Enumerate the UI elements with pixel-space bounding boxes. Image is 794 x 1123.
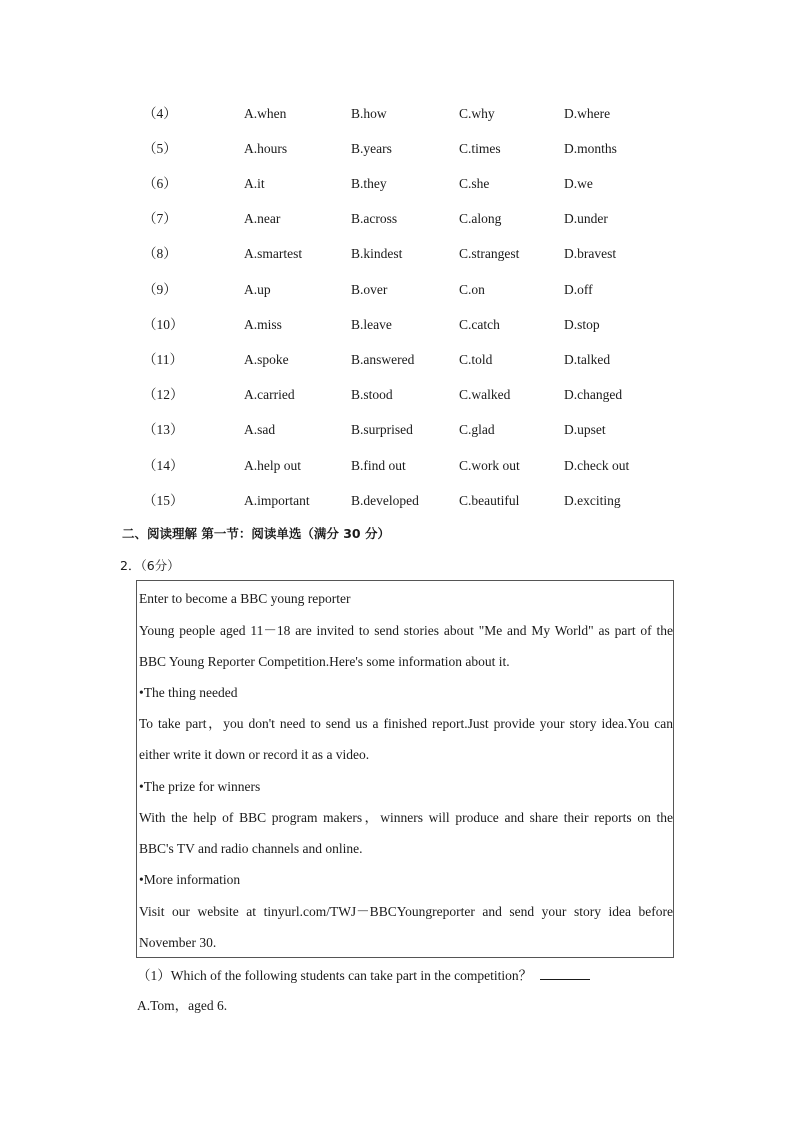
passage-line: either write it down or record it as a video. [139, 747, 370, 762]
option-row-14 [0, 456, 794, 476]
item-number: （5） [143, 141, 177, 156]
passage-line: To take part，you don't need to send us a finished report.Just provide your story idea.You can [139, 716, 673, 731]
option-row-5 [0, 139, 794, 159]
answer-blank [540, 965, 590, 980]
choice-b: B.over [351, 282, 388, 297]
choice-a: A.hours [244, 141, 288, 156]
choice-b: B.developed [351, 493, 419, 508]
choice-d: D.off [564, 282, 593, 297]
passage-subheading: •More information [139, 872, 241, 887]
option-row-12 [0, 385, 794, 405]
choice-a: A.spoke [244, 352, 289, 367]
choice-c: C.along [459, 211, 502, 226]
item-number: （4） [143, 106, 177, 121]
passage-line: BBC Young Reporter Competition.Here's some information about it. [139, 654, 510, 669]
choice-b: B.stood [351, 387, 393, 402]
option-row-4 [0, 104, 794, 124]
choice-a: A.when [244, 106, 287, 121]
passage-line: With the help of BBC program makers，winners will produce and share their reports on the [139, 810, 673, 825]
choice-d: D.changed [564, 387, 623, 402]
passage-subheading: •The thing needed [139, 685, 238, 700]
option-row-8 [0, 244, 794, 264]
choice-b: B.kindest [351, 246, 403, 261]
choice-c: C.beautiful [459, 493, 520, 508]
item-number: （12） [143, 387, 184, 402]
choice-d: D.we [564, 176, 593, 191]
passage-line: Visit our website at tinyurl.com/TWJ－BBCYoungreporter and send your story idea before [139, 904, 673, 919]
item-number: （6） [143, 176, 177, 191]
option-row-9 [0, 280, 794, 300]
choice-d: D.bravest [564, 246, 617, 261]
choice-a: A.smartest [244, 246, 303, 261]
choice-d: D.under [564, 211, 608, 226]
passage-title: Enter to become a BBC young reporter [139, 591, 351, 606]
question-1 [137, 965, 590, 985]
choice-c: C.walked [459, 387, 511, 402]
item-number: （11） [143, 352, 183, 367]
choice-d: D.upset [564, 422, 606, 437]
item-number: （8） [143, 246, 177, 261]
item-number: （9） [143, 282, 177, 297]
item-number: （13） [143, 422, 184, 437]
passage-line: BBC's TV and radio channels and online. [139, 841, 363, 856]
item-number: （7） [143, 211, 177, 226]
option-row-15 [0, 491, 794, 511]
choice-b: B.find out [351, 458, 406, 473]
option-row-10 [0, 315, 794, 335]
choice-c: C.she [459, 176, 490, 191]
question-option-a: A.Tom，aged 6. [137, 998, 228, 1013]
choice-b: B.answered [351, 352, 415, 367]
choice-d: D.months [564, 141, 617, 156]
choice-b: B.leave [351, 317, 392, 332]
passage-line: Young people aged 11－18 are invited to send stories about "Me and My World" as part of the [139, 623, 673, 638]
choice-b: B.years [351, 141, 392, 156]
choice-c: C.times [459, 141, 501, 156]
choice-b: B.across [351, 211, 398, 226]
question-text: （1）Which of the following students can take part in the competition？ [137, 968, 533, 983]
option-row-11 [0, 350, 794, 370]
reading-passage-box [136, 580, 674, 958]
item-number: （14） [143, 458, 184, 473]
question-header: 2．（6分） [120, 558, 180, 573]
choice-c: C.glad [459, 422, 495, 437]
choice-a: A.important [244, 493, 310, 508]
choice-d: D.stop [564, 317, 600, 332]
item-number: （15） [143, 493, 184, 508]
choice-d: D.where [564, 106, 611, 121]
choice-c: C.on [459, 282, 485, 297]
passage-subheading: •The prize for winners [139, 779, 261, 794]
item-number: （10） [143, 317, 184, 332]
passage-line: November 30. [139, 935, 217, 950]
section-heading: 二、阅读理解 第一节：阅读单选（满分 30 分） [122, 526, 390, 541]
choice-a: A.near [244, 211, 281, 226]
choice-a: A.up [244, 282, 271, 297]
choice-a: A.sad [244, 422, 276, 437]
choice-d: D.check out [564, 458, 630, 473]
choice-b: B.they [351, 176, 387, 191]
choice-c: C.work out [459, 458, 520, 473]
choice-a: A.miss [244, 317, 282, 332]
choice-a: A.it [244, 176, 265, 191]
option-row-7 [0, 209, 794, 229]
choice-a: A.carried [244, 387, 295, 402]
choice-a: A.help out [244, 458, 301, 473]
choice-d: D.talked [564, 352, 611, 367]
choice-b: B.how [351, 106, 387, 121]
choice-c: C.catch [459, 317, 500, 332]
choice-c: C.told [459, 352, 493, 367]
choice-c: C.why [459, 106, 495, 121]
choice-b: B.surprised [351, 422, 413, 437]
option-row-6 [0, 174, 794, 194]
option-row-13 [0, 420, 794, 440]
choice-d: D.exciting [564, 493, 621, 508]
choice-c: C.strangest [459, 246, 520, 261]
